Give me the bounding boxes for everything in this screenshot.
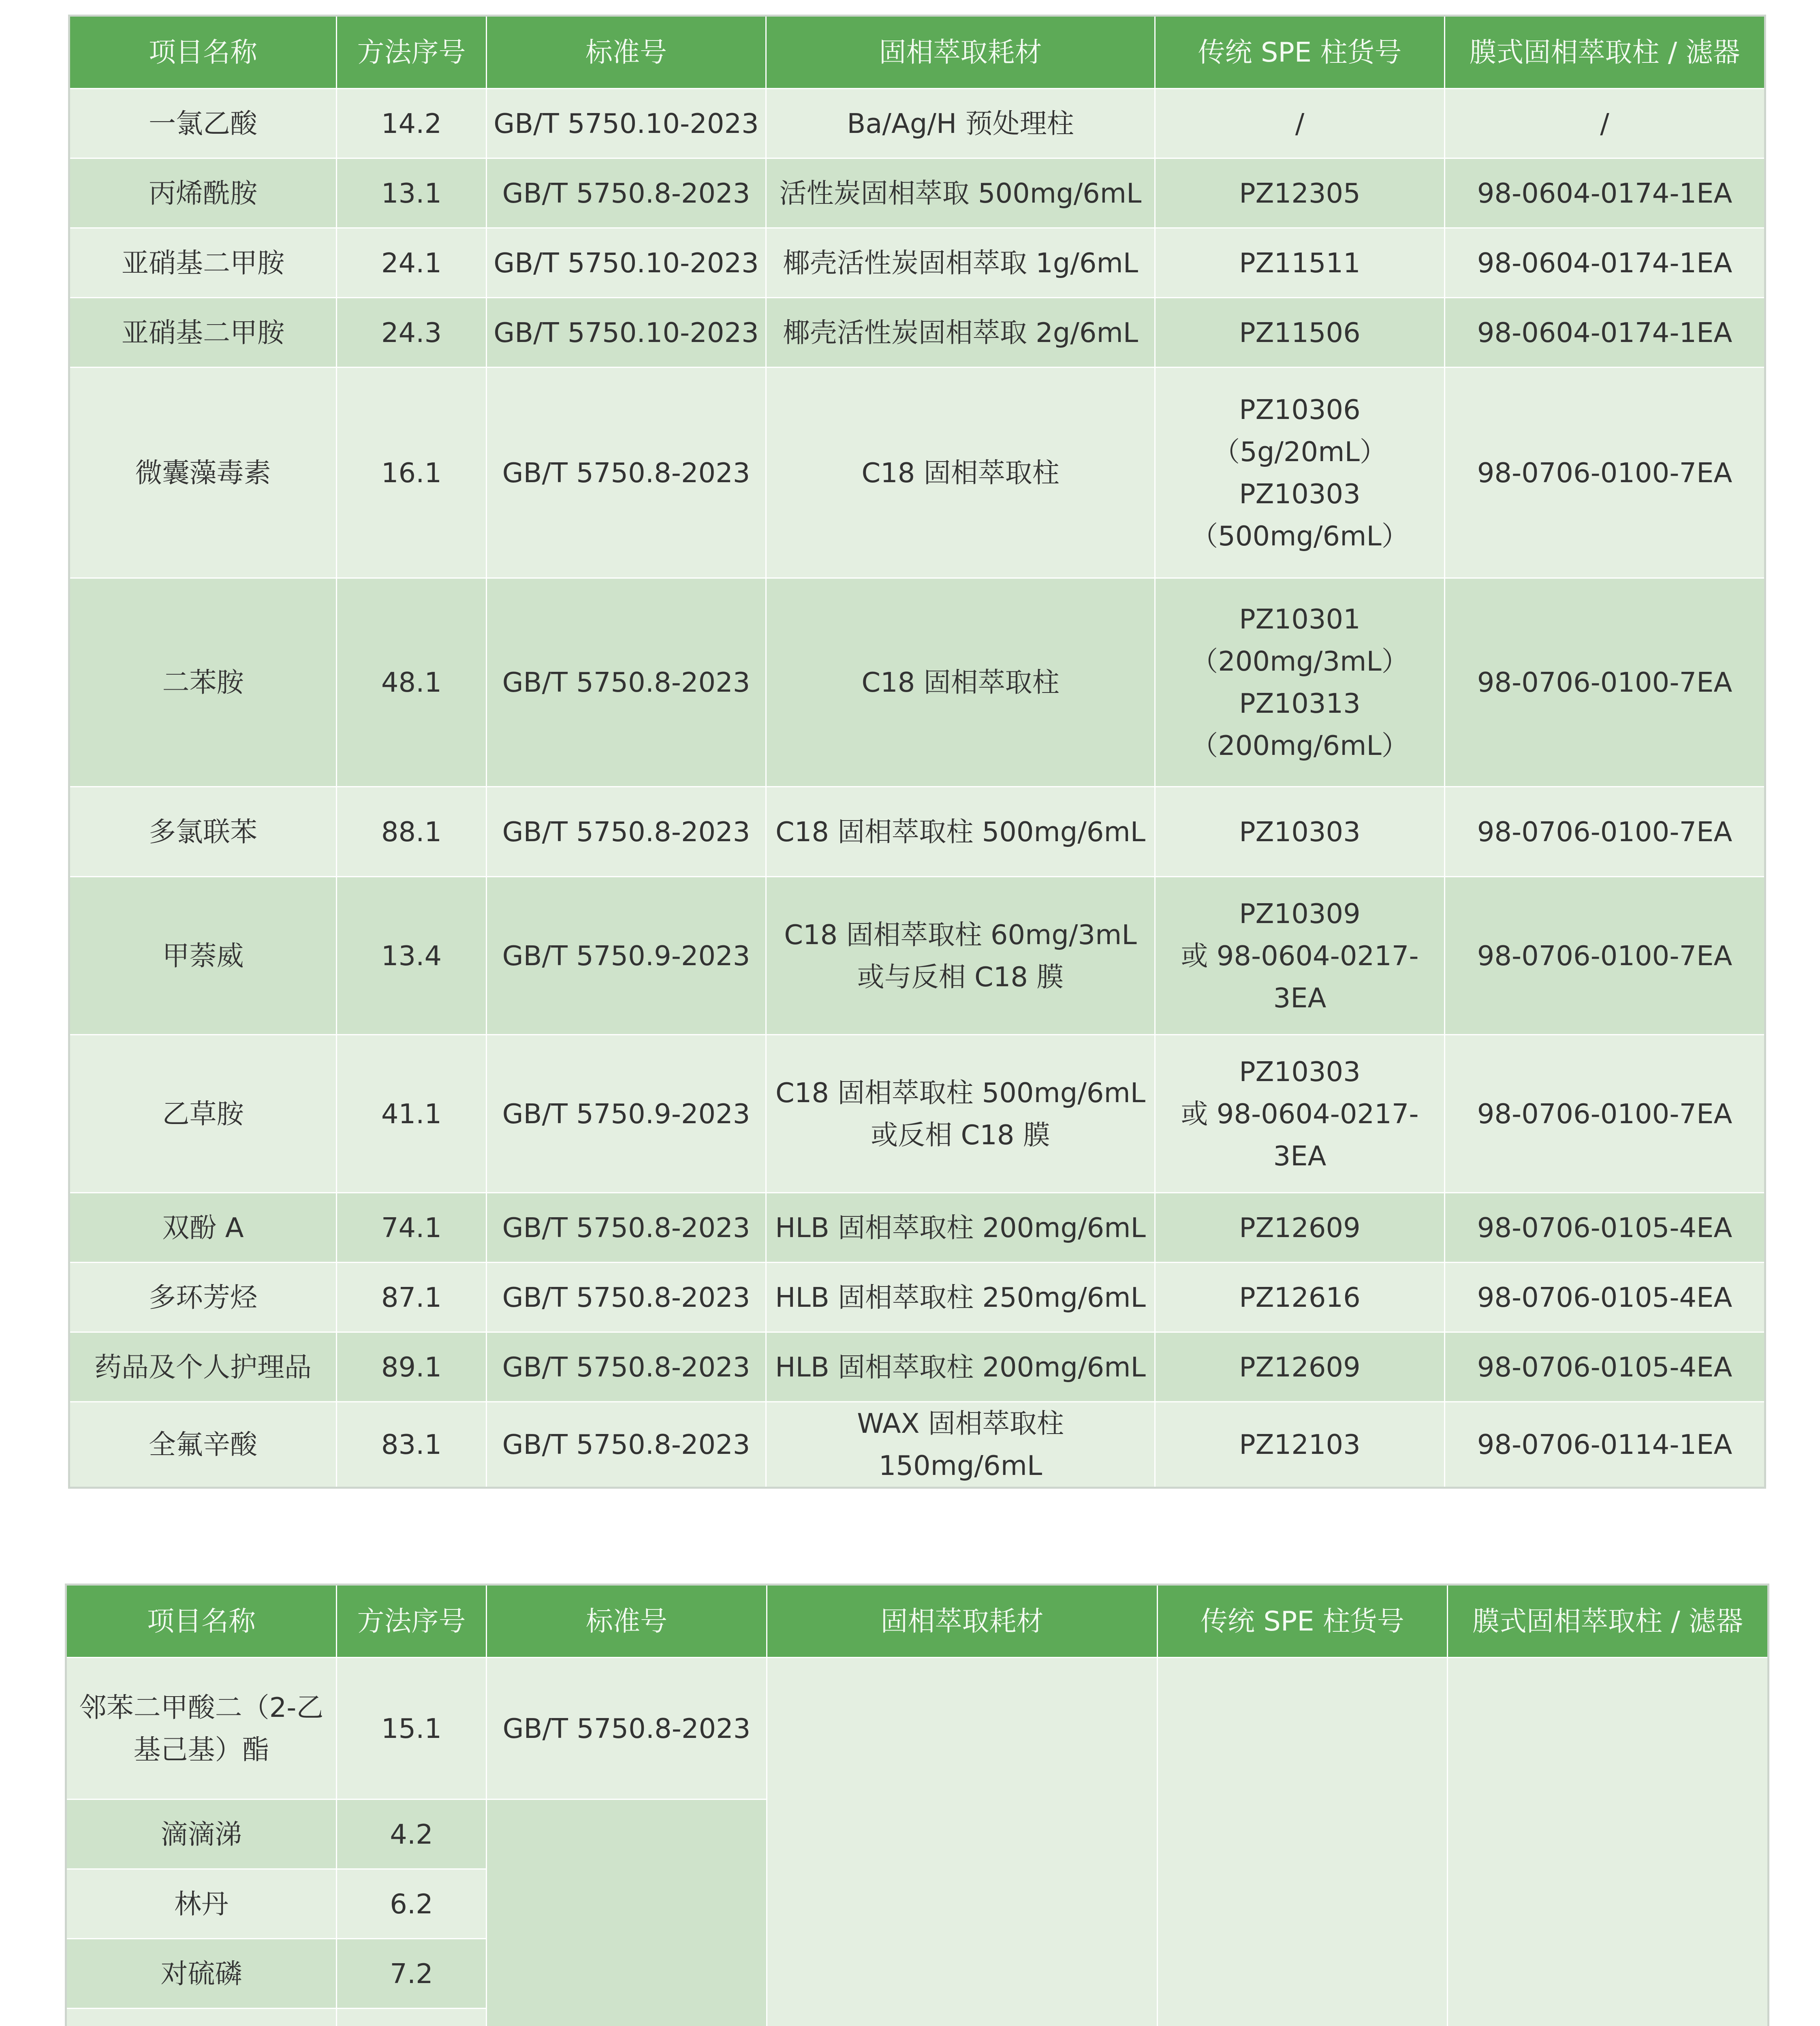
- project-name-cell: 全氟辛酸: [69, 1402, 337, 1488]
- standard-no-cell: GB/T 5750.8-2023: [487, 578, 766, 787]
- spe-consumable-cell: [766, 89, 1155, 158]
- standard-no-cell: GB/T 5750.8-2023: [487, 1193, 766, 1263]
- method-no-cell: 13.4: [337, 877, 487, 1035]
- standard-no-cell: GB/T 5750.10-2023: [487, 89, 766, 158]
- cell-line: PZ10309: [1239, 898, 1361, 930]
- spe-consumable-cell: [766, 298, 1155, 368]
- cell-line: PZ10306: [1239, 393, 1361, 425]
- project-name-cell: 甲萘威: [69, 877, 337, 1035]
- spe-column-no-cell: [1155, 1263, 1445, 1332]
- standard-no-cell: GB/T 5750.10-2023: [487, 298, 766, 368]
- cell-line: PZ12305: [1239, 177, 1361, 209]
- membrane-column-cell: 98-0706-0100-7EA: [1445, 787, 1765, 877]
- project-name-cell: 多氯联苯: [69, 787, 337, 877]
- header-spe-column-no: 传统 SPE 柱货号: [1158, 1585, 1448, 1658]
- cell-line: 椰壳活性炭固相萃取 2g/6mL: [782, 316, 1139, 348]
- membrane-column-cell: 98-0706-0105-4EA: [1445, 1332, 1765, 1402]
- cell-line: 或与反相 C18 膜: [857, 961, 1064, 993]
- project-name-cell: 对硫磷: [66, 1939, 337, 2009]
- cell-line: C18 固相萃取柱 500mg/6mL: [775, 1077, 1146, 1109]
- cell-line: 3EA: [1273, 982, 1327, 1014]
- spe-column-no-cell: [1155, 228, 1445, 298]
- method-no-cell: 24.3: [337, 298, 487, 368]
- spe-consumable-cell: [767, 1658, 1158, 2026]
- cell-line: PZ12616: [1239, 1281, 1361, 1313]
- spe-consumable-cell: [766, 1035, 1155, 1193]
- project-name-cell: 滴滴涕: [66, 1799, 337, 1869]
- header-project-name: 项目名称: [66, 1585, 337, 1658]
- spe-consumable-cell: [766, 158, 1155, 228]
- cell-line: PZ10301: [1239, 603, 1361, 635]
- method-no-cell: [337, 2009, 487, 2026]
- method-no-cell: 7.2: [337, 1939, 487, 2009]
- cell-line: Ba/Ag/H 预处理柱: [847, 107, 1074, 139]
- spe-consumable-cell: [766, 787, 1155, 877]
- membrane-column-cell: [1448, 1658, 1769, 2026]
- membrane-column-cell: 98-0706-0100-7EA: [1445, 578, 1765, 787]
- cell-line: PZ12609: [1239, 1212, 1361, 1244]
- method-no-cell: 15.1: [337, 1658, 487, 1799]
- table-row: [69, 298, 1765, 368]
- table-row: [69, 1193, 1765, 1263]
- cell-line: PZ10303: [1239, 1056, 1361, 1088]
- membrane-column-cell: 98-0604-0174-1EA: [1445, 228, 1765, 298]
- method-no-cell: 48.1: [337, 578, 487, 787]
- spe-consumable-cell: [766, 368, 1155, 578]
- method-no-cell: 24.1: [337, 228, 487, 298]
- spe-table-1: [68, 15, 1766, 1489]
- cell-line: （200mg/3mL）: [1191, 645, 1409, 677]
- spe-consumable-cell: [766, 228, 1155, 298]
- table-row: [69, 578, 1765, 787]
- table-row: [69, 877, 1765, 1035]
- spe-column-no-cell: [1155, 298, 1445, 368]
- method-no-cell: 14.2: [337, 89, 487, 158]
- method-no-cell: 89.1: [337, 1332, 487, 1402]
- cell-line: C18 固相萃取柱 60mg/3mL: [784, 919, 1137, 951]
- spe-consumable-cell: [766, 578, 1155, 787]
- cell-line: 椰壳活性炭固相萃取 1g/6mL: [782, 247, 1139, 279]
- header-spe-consumable: 固相萃取耗材: [767, 1585, 1158, 1658]
- cell-line: C18 固相萃取柱: [861, 457, 1060, 489]
- membrane-column-cell: 98-0604-0174-1EA: [1445, 298, 1765, 368]
- header-spe-column-no: 传统 SPE 柱货号: [1155, 16, 1445, 89]
- project-name-cell: [66, 2009, 337, 2026]
- membrane-column-cell: /: [1445, 89, 1765, 158]
- spe-column-no-cell: [1155, 1035, 1445, 1193]
- cell-line: C18 固相萃取柱: [861, 667, 1060, 698]
- table-row: [69, 228, 1765, 298]
- table-header-row: [66, 1585, 1769, 1658]
- project-name-cell: 一氯乙酸: [69, 89, 337, 158]
- cell-line: 3EA: [1273, 1140, 1327, 1172]
- project-name-cell: 微囊藻毒素: [69, 368, 337, 578]
- header-standard-no: 标准号: [487, 16, 766, 89]
- spe-consumable-cell: [766, 1263, 1155, 1332]
- method-no-cell: 4.2: [337, 1799, 487, 1869]
- standard-no-cell: GB/T 5750.8-2023: [487, 1263, 766, 1332]
- project-name-cell: 乙草胺: [69, 1035, 337, 1193]
- standard-no-cell: GB/T 5750.9-2023: [487, 877, 766, 1035]
- project-name-cell: 多环芳烃: [69, 1263, 337, 1332]
- spe-consumable-cell: [766, 1193, 1155, 1263]
- method-no-cell: 16.1: [337, 368, 487, 578]
- spe-column-no-cell: [1158, 1658, 1448, 2026]
- spe-column-no-cell: [1155, 1402, 1445, 1488]
- cell-line: PZ10303: [1239, 478, 1361, 510]
- project-name-cell: 二苯胺: [69, 578, 337, 787]
- table-row: [69, 89, 1765, 158]
- membrane-column-cell: 98-0706-0105-4EA: [1445, 1193, 1765, 1263]
- header-project-name: 项目名称: [69, 16, 337, 89]
- header-method-no: 方法序号: [337, 16, 487, 89]
- header-spe-consumable: 固相萃取耗材: [766, 16, 1155, 89]
- spe-consumable-cell: [766, 1332, 1155, 1402]
- header-standard-no: 标准号: [487, 1585, 767, 1658]
- cell-line: （200mg/6mL）: [1191, 730, 1409, 761]
- method-no-cell: 87.1: [337, 1263, 487, 1332]
- project-name-cell: 丙烯酰胺: [69, 158, 337, 228]
- membrane-column-cell: 98-0604-0174-1EA: [1445, 158, 1765, 228]
- standard-no-cell: GB/T 5750.8-2023: [487, 1658, 767, 1799]
- project-name-cell: 邻苯二甲酸二（2-乙基己基）酯: [66, 1658, 337, 1799]
- table-row: [69, 158, 1765, 228]
- standard-no-cell: GB/T 5750.8-2023: [487, 158, 766, 228]
- method-no-cell: 83.1: [337, 1402, 487, 1488]
- project-name-cell: 双酚 A: [69, 1193, 337, 1263]
- table-row: [69, 1263, 1765, 1332]
- cell-line: HLB 固相萃取柱 200mg/6mL: [775, 1351, 1146, 1383]
- cell-line: PZ10313: [1239, 688, 1361, 719]
- cell-line: PZ12609: [1239, 1351, 1361, 1383]
- spe-column-no-cell: [1155, 1193, 1445, 1263]
- membrane-column-cell: 98-0706-0100-7EA: [1445, 877, 1765, 1035]
- table-row: [69, 1035, 1765, 1193]
- cell-line: 活性炭固相萃取 500mg/6mL: [779, 177, 1142, 209]
- standard-no-cell: GB/T 5750.8-2023: [487, 1402, 766, 1488]
- spe-column-no-cell: [1155, 787, 1445, 877]
- header-membrane-column: 膜式固相萃取柱 / 滤器: [1445, 16, 1765, 89]
- cell-line: HLB 固相萃取柱 250mg/6mL: [775, 1281, 1146, 1313]
- spe-table-2: [65, 1584, 1769, 2026]
- membrane-column-cell: 98-0706-0100-7EA: [1445, 1035, 1765, 1193]
- spe-column-no-cell: [1155, 89, 1445, 158]
- cell-line: HLB 固相萃取柱 200mg/6mL: [775, 1212, 1146, 1244]
- standard-no-cell: GB/T 5750.8-2023: [487, 368, 766, 578]
- spe-consumable-cell: [766, 1402, 1155, 1488]
- method-no-cell: 6.2: [337, 1869, 487, 1939]
- table-row: [66, 1658, 1769, 1799]
- header-membrane-column: 膜式固相萃取柱 / 滤器: [1448, 1585, 1769, 1658]
- spe-column-no-cell: [1155, 1332, 1445, 1402]
- membrane-column-cell: 98-0706-0100-7EA: [1445, 368, 1765, 578]
- spe-column-no-cell: [1155, 877, 1445, 1035]
- cell-line: C18 固相萃取柱 500mg/6mL: [775, 816, 1146, 848]
- table-header-row: [69, 16, 1765, 89]
- cell-line: PZ11506: [1239, 316, 1361, 348]
- standard-no-cell: GB/T 5750.9-2023: [487, 1035, 766, 1193]
- project-name-cell: 亚硝基二甲胺: [69, 298, 337, 368]
- header-method-no: 方法序号: [337, 1585, 487, 1658]
- method-no-cell: 41.1: [337, 1035, 487, 1193]
- cell-line: （500mg/6mL）: [1191, 520, 1409, 552]
- spe-column-no-cell: [1155, 158, 1445, 228]
- cell-line: PZ10303: [1239, 816, 1361, 848]
- spe-consumable-cell: [766, 877, 1155, 1035]
- standard-no-cell: GB/T 5750.8-2023: [487, 787, 766, 877]
- table-row: [69, 368, 1765, 578]
- membrane-column-cell: 98-0706-0114-1EA: [1445, 1402, 1765, 1488]
- table-row: [69, 1332, 1765, 1402]
- membrane-column-cell: 98-0706-0105-4EA: [1445, 1263, 1765, 1332]
- method-no-cell: 13.1: [337, 158, 487, 228]
- standard-no-cell: [487, 1799, 767, 2026]
- method-no-cell: 74.1: [337, 1193, 487, 1263]
- spe-column-no-cell: [1155, 578, 1445, 787]
- cell-line: PZ11511: [1239, 247, 1361, 279]
- project-name-cell: 亚硝基二甲胺: [69, 228, 337, 298]
- spe-column-no-cell: [1155, 368, 1445, 578]
- cell-line: PZ12103: [1239, 1429, 1361, 1460]
- method-no-cell: 88.1: [337, 787, 487, 877]
- table-row: [69, 787, 1765, 877]
- cell-line: /: [1295, 107, 1305, 139]
- cell-line: 或反相 C18 膜: [871, 1119, 1050, 1151]
- cell-line: （5g/20mL）: [1213, 436, 1387, 468]
- standard-no-cell: GB/T 5750.8-2023: [487, 1332, 766, 1402]
- cell-line: 或 98-0604-0217-: [1181, 1098, 1419, 1130]
- cell-line: 或 98-0604-0217-: [1181, 940, 1419, 972]
- project-name-cell: 药品及个人护理品: [69, 1332, 337, 1402]
- table-row: [69, 1402, 1765, 1488]
- standard-no-cell: GB/T 5750.10-2023: [487, 228, 766, 298]
- project-name-cell: 林丹: [66, 1869, 337, 1939]
- cell-line: WAX 固相萃取柱 150mg/6mL: [857, 1408, 1064, 1481]
